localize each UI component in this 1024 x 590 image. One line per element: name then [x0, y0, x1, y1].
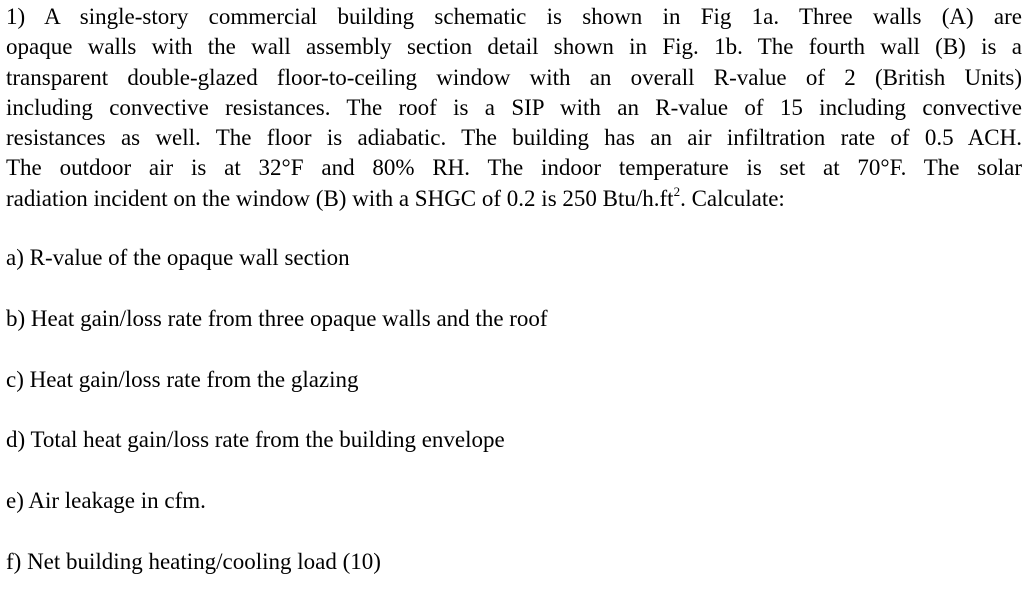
problem-line-4: including convective resistances. The roof is a SIP with an R-value of 15 including convective — [6, 94, 1022, 120]
part-c: c) Heat gain/loss rate from the glazing — [6, 367, 359, 392]
part-d: d) Total heat gain/loss rate from the building envelope — [6, 427, 505, 452]
problem-line-7-text: radiation incident on the window (B) with a SHGC of 0.2 is 250 Btu/h.ft — [6, 185, 674, 211]
problem-line-7 — [6, 184, 1022, 214]
problem-line-3: transparent double-glazed floor-to-ceiling window with an overall R-value of 2 (British Units) — [6, 64, 1022, 90]
problem-line-2: opaque walls with the wall assembly section detail shown in Fig. 1b. The fourth wall (B) is a — [6, 34, 1022, 60]
problem-statement — [6, 2, 1022, 214]
part-a: a) R-value of the opaque wall section — [6, 245, 350, 270]
problem-line-6: The outdoor air is at 32°F and 80% RH. The indoor temperature is set at 70°F. The solar — [6, 155, 1022, 181]
part-f: f) Net building heating/cooling load (10) — [6, 549, 381, 574]
problem-line-5: resistances as well. The floor is adiabatic. The building has an air infiltration rate of 0.5 ACH. — [6, 125, 1022, 151]
part-e: e) Air leakage in cfm. — [6, 488, 206, 513]
problem-line-1: 1) A single-story commercial building schematic is shown in Fig 1a. Three walls (A) are — [6, 4, 1022, 29]
problem-line-7-end: . Calculate: — [680, 185, 785, 211]
superscript-2: 2 — [673, 184, 681, 200]
part-b: b) Heat gain/loss rate from three opaque walls and the roof — [6, 306, 548, 331]
